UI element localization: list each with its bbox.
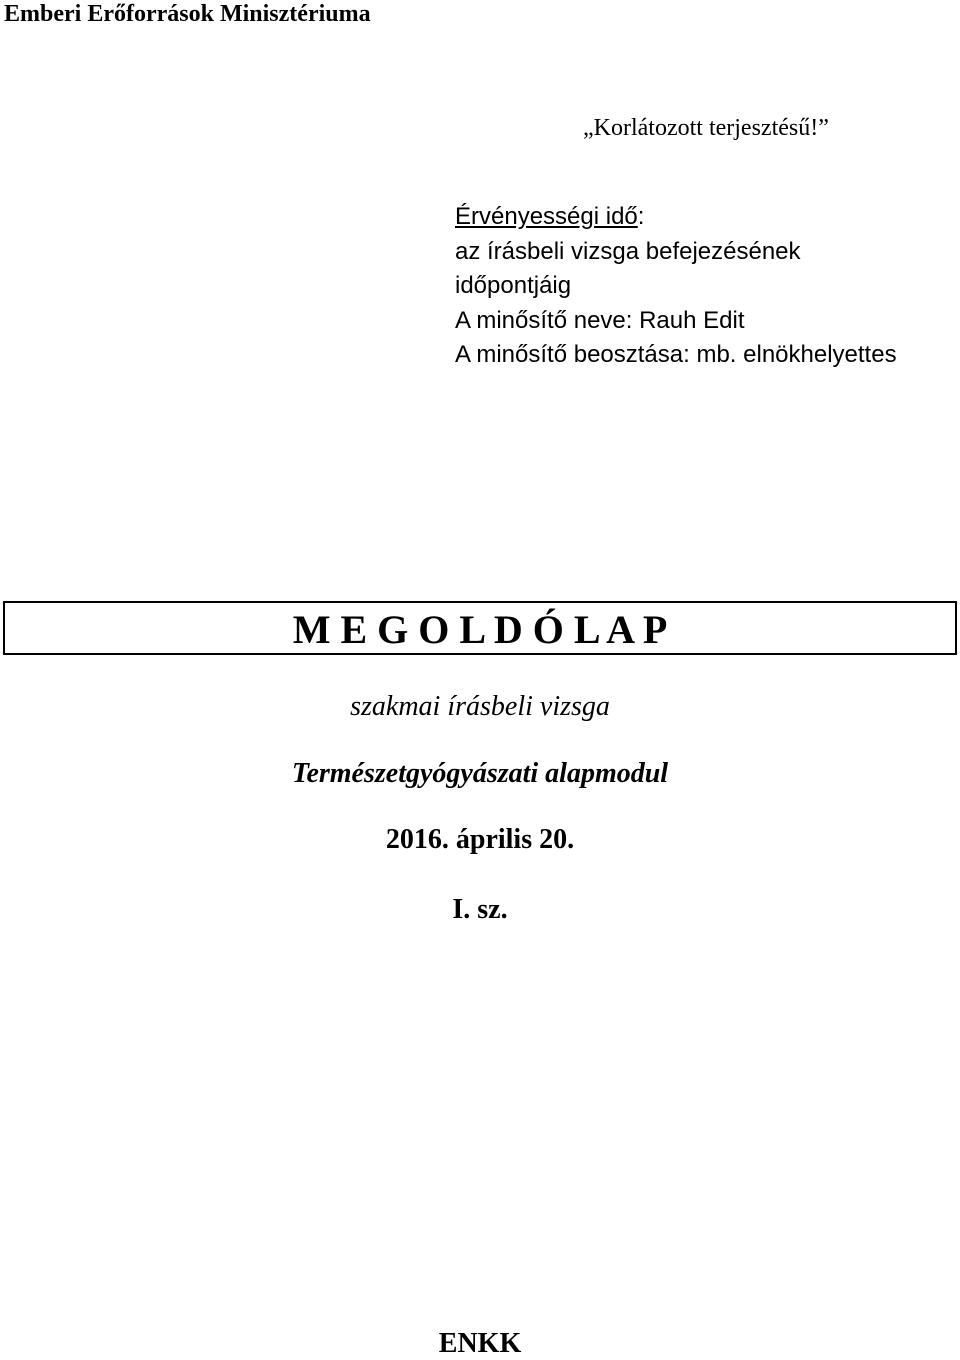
restriction-notice: „Korlátozott terjesztésű!” <box>583 115 829 141</box>
validity-heading-colon: : <box>637 203 645 230</box>
exam-type: szakmai írásbeli vizsga <box>350 691 610 722</box>
validity-block <box>455 200 897 373</box>
document-title-row <box>0 607 960 653</box>
validity-heading: Érvényességi idő <box>455 203 638 230</box>
exam-date: 2016. április 20. <box>385 824 575 855</box>
validity-line-1: az írásbeli vizsga befejezésének <box>455 237 801 265</box>
validity-heading-line <box>455 200 897 235</box>
classifier-name: A minősítő neve: Rauh Edit <box>455 306 745 334</box>
ministry-name: Emberi Erőforrások Minisztériuma <box>4 1 371 27</box>
footer-org: ENKK <box>438 1328 522 1359</box>
classifier-role: A minősítő beosztása: mb. elnökhelyettes <box>455 341 897 368</box>
module-name: Természetgyógyászati alapmodul <box>291 758 669 789</box>
document-title: M E G O L D Ó L A P <box>292 607 668 652</box>
validity-line-2: időpontjáig <box>455 272 572 299</box>
document-number: I. sz. <box>452 894 508 925</box>
